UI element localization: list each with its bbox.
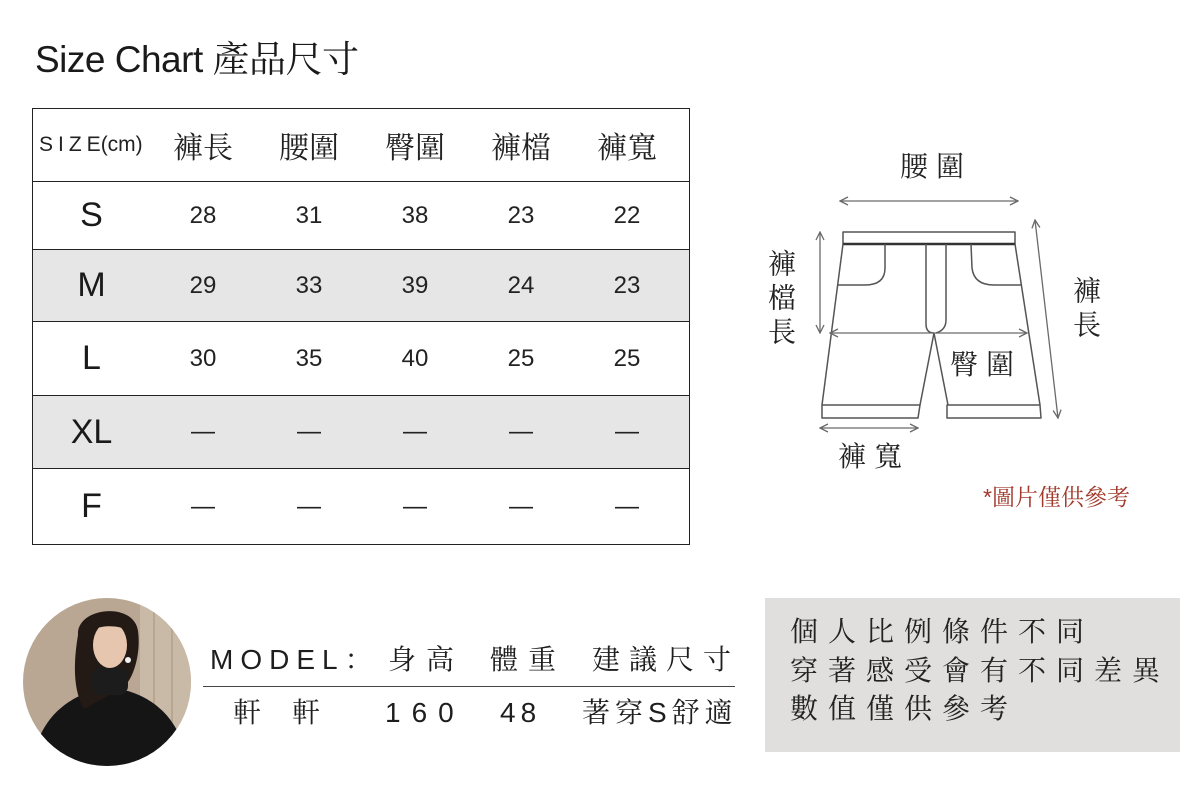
model-col-suggested-size: 建議尺寸: [592, 644, 741, 675]
model-divider: [203, 686, 735, 687]
col-header-rise: 褲檔: [491, 132, 551, 165]
col-header-length: 褲長: [173, 132, 233, 165]
model-weight: 48: [500, 697, 542, 728]
left-hem: [822, 405, 920, 418]
value-rise: 23: [507, 201, 535, 229]
model-col-height: 身高: [388, 644, 465, 675]
value-hem: 23: [613, 271, 641, 299]
model-face: [93, 622, 127, 668]
value-length: 29: [189, 271, 217, 299]
value-length: —: [191, 418, 215, 445]
value-rise: 25: [507, 344, 535, 372]
disclaimer-line: 穿著感受會有不同差異: [790, 654, 1171, 686]
page-title: Size Chart 產品尺寸: [35, 39, 359, 80]
size-label: XL: [70, 412, 113, 451]
size-header: [33, 133, 150, 157]
size-header-unit: (cm): [100, 133, 143, 156]
value-length: —: [191, 492, 215, 520]
table-header: [33, 109, 689, 181]
value-rise: —: [509, 418, 533, 445]
left-pocket: [838, 244, 885, 285]
table-row-f: [33, 468, 689, 544]
right-inner-seam: [934, 333, 948, 405]
left-outer-seam: [822, 244, 843, 405]
value-hip: 38: [401, 201, 429, 229]
model-col-weight: 體重: [490, 644, 567, 675]
size-header-label: SIZE: [39, 133, 106, 156]
value-rise: 24: [507, 271, 535, 299]
waist-label: 腰圍: [900, 151, 973, 182]
hip-label: 臀圍: [950, 349, 1023, 380]
value-length: 30: [189, 344, 217, 372]
model-label: MODEL：: [210, 644, 380, 675]
model-earring: [125, 657, 131, 663]
rise-label: 褲檔長: [765, 249, 796, 351]
model-turtleneck: [92, 667, 128, 695]
fly-right-line: [936, 244, 946, 333]
right-hem: [947, 405, 1041, 418]
size-label: S: [80, 196, 103, 234]
disclaimer-line: 個人比例條件不同: [790, 616, 1095, 647]
model-fit: 著穿S舒適: [582, 697, 738, 728]
right-pocket: [971, 244, 1021, 285]
value-hem: 22: [613, 201, 641, 229]
value-hem: —: [615, 418, 639, 445]
value-waist: 33: [295, 271, 323, 299]
col-header-hem: 褲寬: [597, 132, 657, 165]
value-hip: —: [403, 418, 427, 445]
reference-note: *圖片僅供參考: [983, 484, 1130, 510]
table-row-xl: [33, 395, 689, 468]
value-hip: 39: [401, 271, 429, 299]
model-height: 160: [385, 697, 465, 728]
col-header-hip: 臀圍: [385, 132, 445, 165]
disclaimer-box: [765, 598, 1180, 752]
table-row-m: [33, 249, 689, 321]
value-hem: —: [615, 492, 639, 520]
hem-label: 褲寬: [838, 441, 911, 472]
value-hip: 40: [401, 344, 429, 372]
size-label: M: [77, 266, 106, 304]
table-row-s: [33, 181, 689, 249]
fly-left-line: [926, 244, 934, 333]
value-waist: —: [297, 418, 321, 445]
disclaimer-line: 數值僅供參考: [790, 693, 1019, 724]
value-length: 28: [189, 201, 217, 229]
value-hem: 25: [613, 344, 641, 372]
shorts-diagram: [740, 140, 1180, 440]
value-waist: 35: [295, 344, 323, 372]
size-label: F: [81, 487, 102, 525]
shorts-waistband: [843, 232, 1015, 244]
col-header-waist: 腰圍: [279, 132, 339, 165]
value-waist: 31: [295, 201, 323, 229]
length-measure-arrow: [1035, 220, 1058, 418]
table-row-l: [33, 321, 689, 395]
model-photo: [22, 597, 192, 767]
size-label: L: [82, 339, 101, 377]
left-inner-seam: [920, 333, 934, 405]
value-rise: —: [509, 492, 533, 520]
size-table: [32, 108, 690, 545]
value-waist: —: [297, 492, 321, 520]
value-hip: —: [403, 492, 427, 520]
model-name: 軒軒: [233, 697, 352, 728]
length-label: 褲長: [1070, 276, 1101, 344]
